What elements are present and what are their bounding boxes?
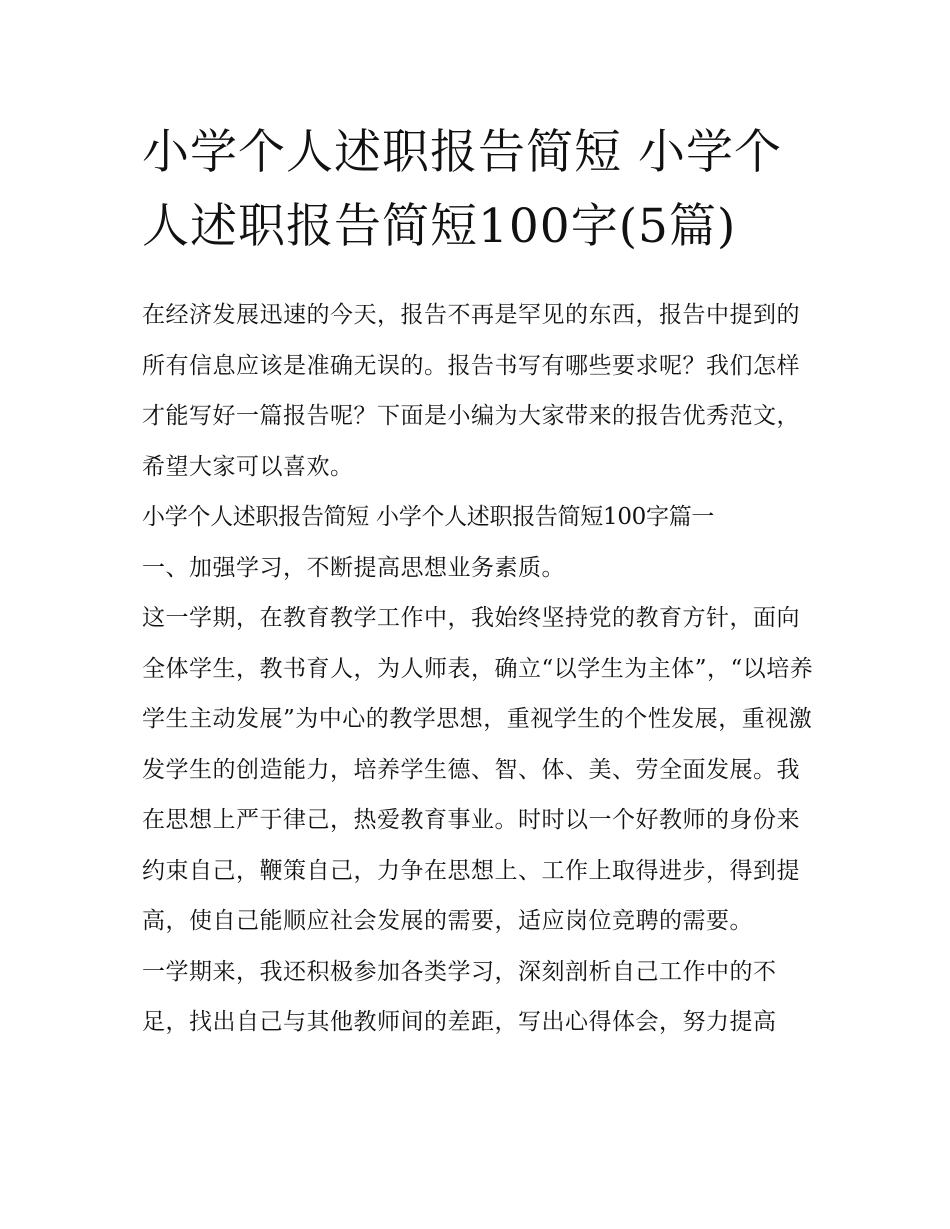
document-title: 小学个人述职报告简短 小学个人述职报告简短100字(5篇)	[142, 125, 782, 254]
document-body	[142, 290, 818, 1048]
subsection-heading: 一、加强学习，不断提高思想业务素质。	[142, 554, 565, 581]
body-paragraph: 一学期来，我还积极参加各类学习，深刻剖析自己工作中的不足，找出自己与其他教师间的差距，写出心得体会，努力提高	[142, 958, 777, 1035]
body-paragraph: 这一学期，在教育教学工作中，我始终坚持党的教育方针，面向全体学生，教书育人，为人师表，确立“以学生为主体”，“以培养学生主动发展”为中心的教学思想，重视学生的个性发展，重视激发学生的创造能力，培养学生德、智、体、美、劳全面发展。我在思想上严于律己，热爱教育事业。时时以一个好教师的身份来约束自己，鞭策自己，力争在思想上、工作上取得进步，得到提高，使自己能顺应社会发展的需要，适应岗位竞聘的需要。	[142, 605, 814, 934]
intro-paragraph: 在经济发展迅速的今天，报告不再是罕见的东西，报告中提到的所有信息应该是准确无误的。报告书写有哪些要求呢？我们怎样才能写好一篇报告呢？下面是小编为大家带来的报告优秀范文，希望大家可以喜欢。	[142, 302, 800, 480]
document-page	[142, 116, 818, 1048]
section-heading: 小学个人述职报告简短 小学个人述职报告简短100字篇一	[142, 504, 715, 530]
